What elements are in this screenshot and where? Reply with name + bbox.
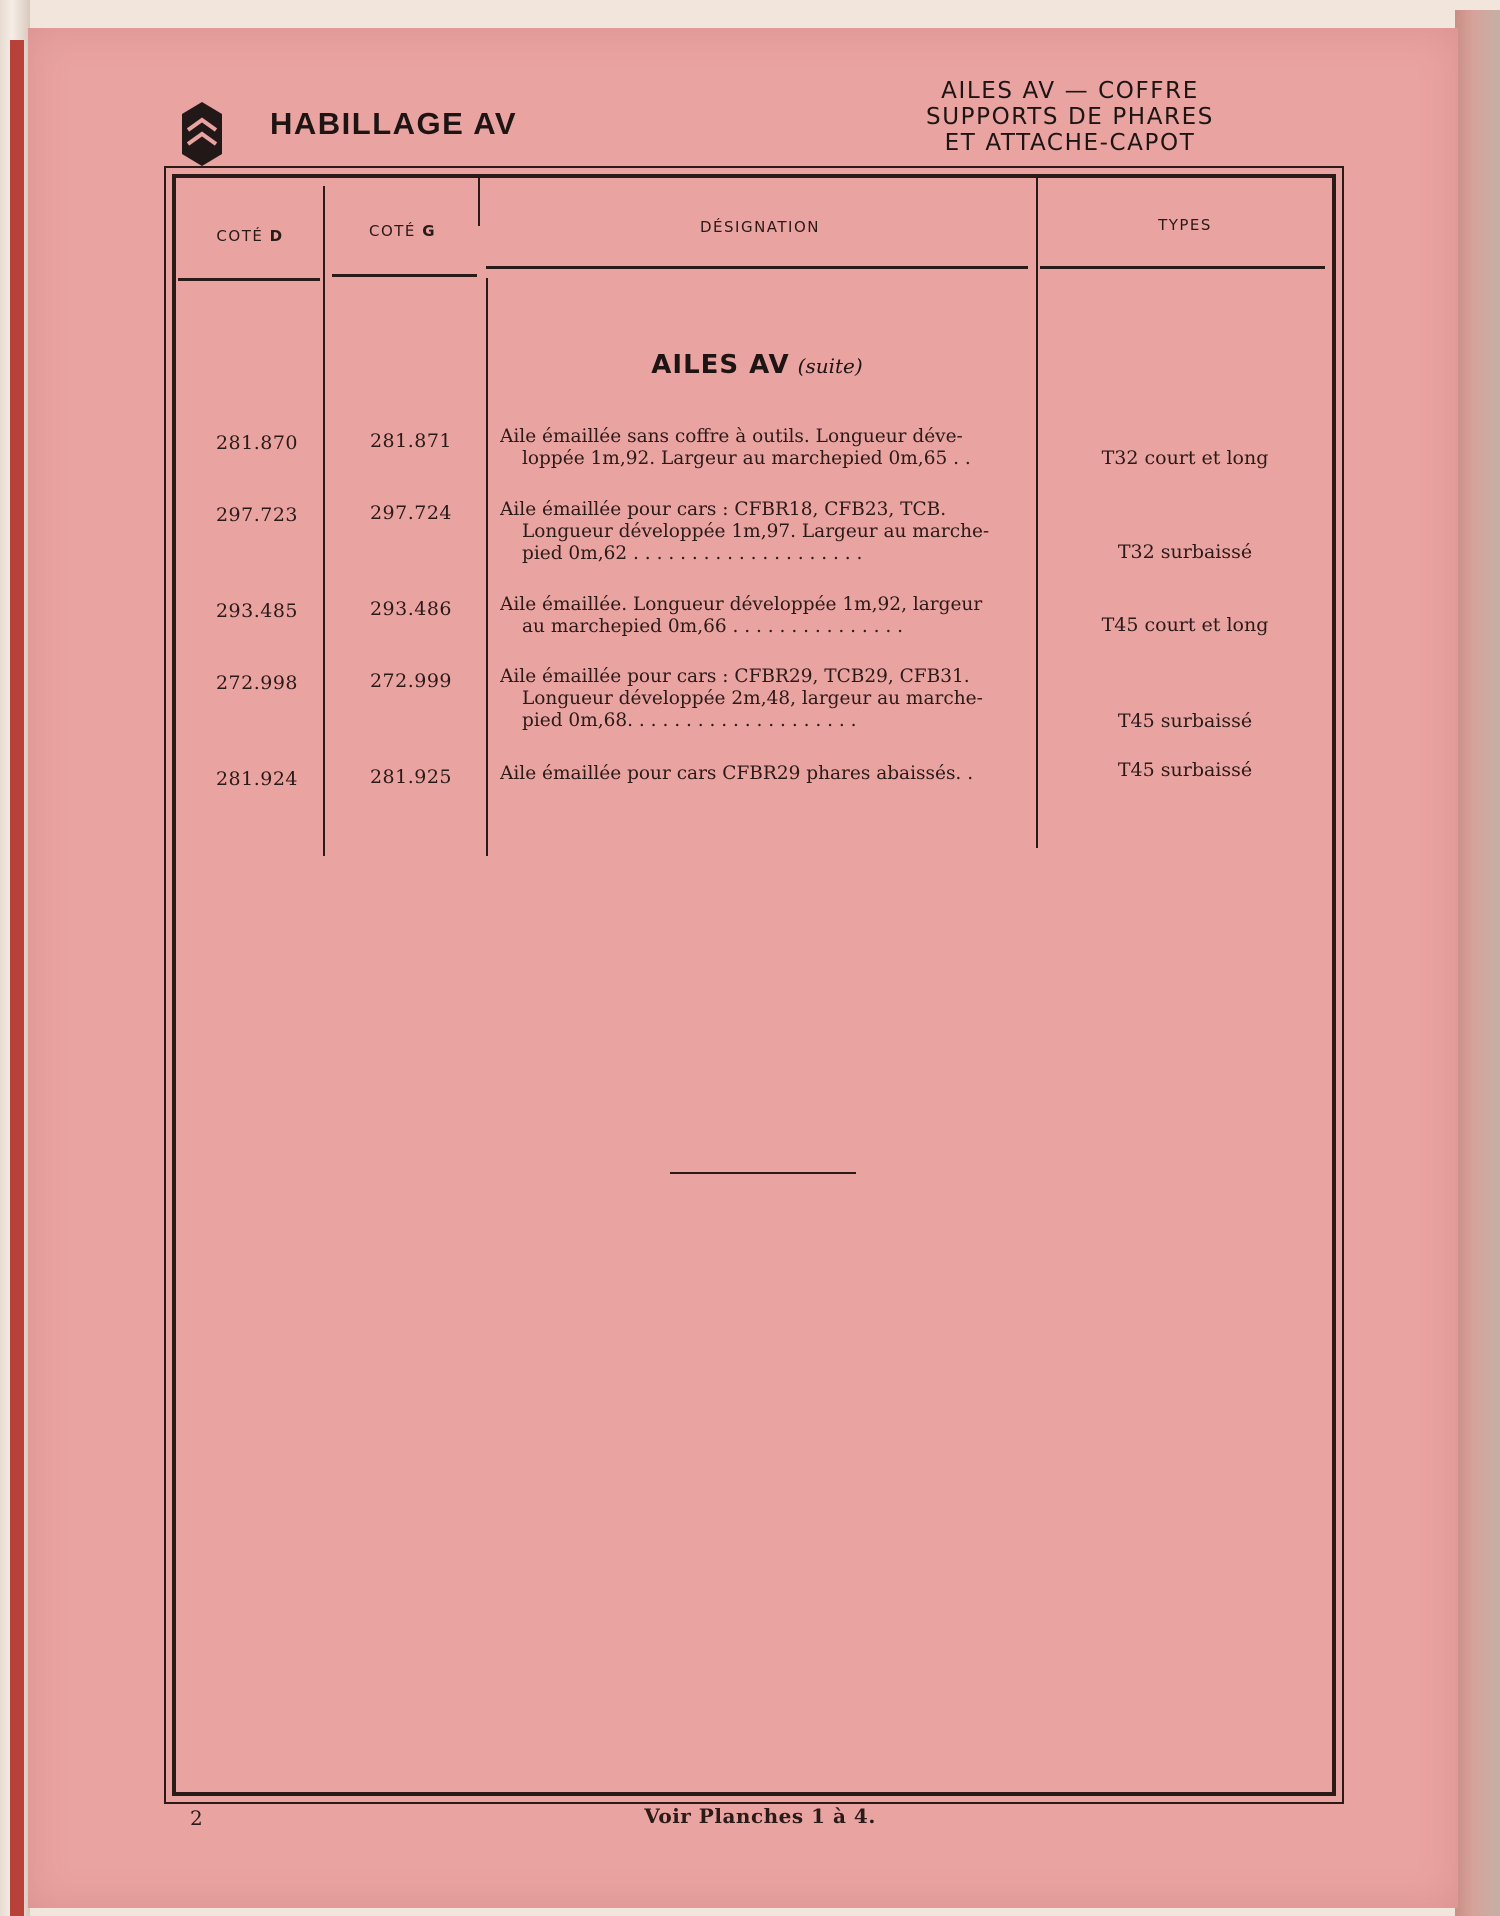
table-frame-inner [172, 174, 1336, 1796]
designation-cell: Aile émaillée sans coffre à outils. Longueur déve- loppée 1m,92. Largeur au marchepied 0m,65 . . [500, 426, 971, 469]
header-rule [178, 278, 320, 281]
footer-note: Voir Planches 1 à 4. [644, 1804, 876, 1828]
part-number-right: 297.723 [215, 504, 299, 526]
designation-cell: Aile émaillée pour cars CFBR29 phares abaissés. . [500, 763, 974, 784]
part-number-left: 293.486 [369, 598, 453, 620]
types-cell: T45 court et long [1101, 614, 1269, 636]
column-header-cote-g: COTÉ G [368, 222, 436, 240]
subtitle-line: ET ATTACHE-CAPOT [944, 130, 1196, 156]
part-number-left: 281.871 [369, 430, 453, 452]
page-subtitle [860, 78, 1280, 156]
group-title: AILES AV (suite) [651, 350, 863, 380]
page-number: 2 [190, 1806, 203, 1830]
part-number-right: 281.924 [215, 768, 299, 790]
types-cell: T45 surbaissé [1117, 710, 1253, 732]
chevron-logo-icon [176, 100, 228, 168]
part-number-right: 293.485 [215, 600, 299, 622]
header-rule [332, 274, 477, 277]
header-rule [1040, 266, 1325, 269]
book-edge-right [1455, 10, 1500, 1916]
column-divider [478, 178, 480, 226]
part-number-left: 272.999 [369, 670, 453, 692]
subtitle-line: SUPPORTS DE PHARES [926, 104, 1214, 130]
types-cell: T32 court et long [1101, 447, 1269, 469]
part-number-right: 281.870 [215, 432, 299, 454]
end-of-section-rule [670, 1172, 856, 1174]
section-title: HABILLAGE AV [270, 106, 518, 141]
header-rule [486, 266, 1028, 269]
designation-cell: Aile émaillée pour cars : CFBR29, TCB29, CFB31. Longueur développée 2m,48, largeur au marche- pied 0m,68. . . . . . . . . . . . . . . . . . . . [500, 666, 983, 731]
column-header-designation: DÉSIGNATION [699, 218, 821, 236]
subtitle-line: AILES AV — COFFRE [941, 78, 1199, 104]
part-number-left: 297.724 [369, 502, 453, 524]
column-divider [1036, 178, 1038, 848]
book-spine [10, 40, 24, 1916]
designation-cell: Aile émaillée pour cars : CFBR18, CFB23, TCB. Longueur développée 1m,97. Largeur au marche- pied 0m,62 . . . . . . . . . . . . . . . . . . . . [500, 499, 990, 564]
designation-cell: Aile émaillée. Longueur développée 1m,92, largeur au marchepied 0m,66 . . . . . . . . . . . . . . . [500, 594, 983, 637]
types-cell: T32 surbaissé [1117, 541, 1253, 563]
column-header-cote-d: COTÉ D [216, 227, 284, 245]
column-header-types: TYPES [1158, 216, 1212, 234]
part-number-left: 281.925 [369, 766, 453, 788]
types-cell: T45 surbaissé [1117, 759, 1253, 781]
part-number-right: 272.998 [215, 672, 299, 694]
